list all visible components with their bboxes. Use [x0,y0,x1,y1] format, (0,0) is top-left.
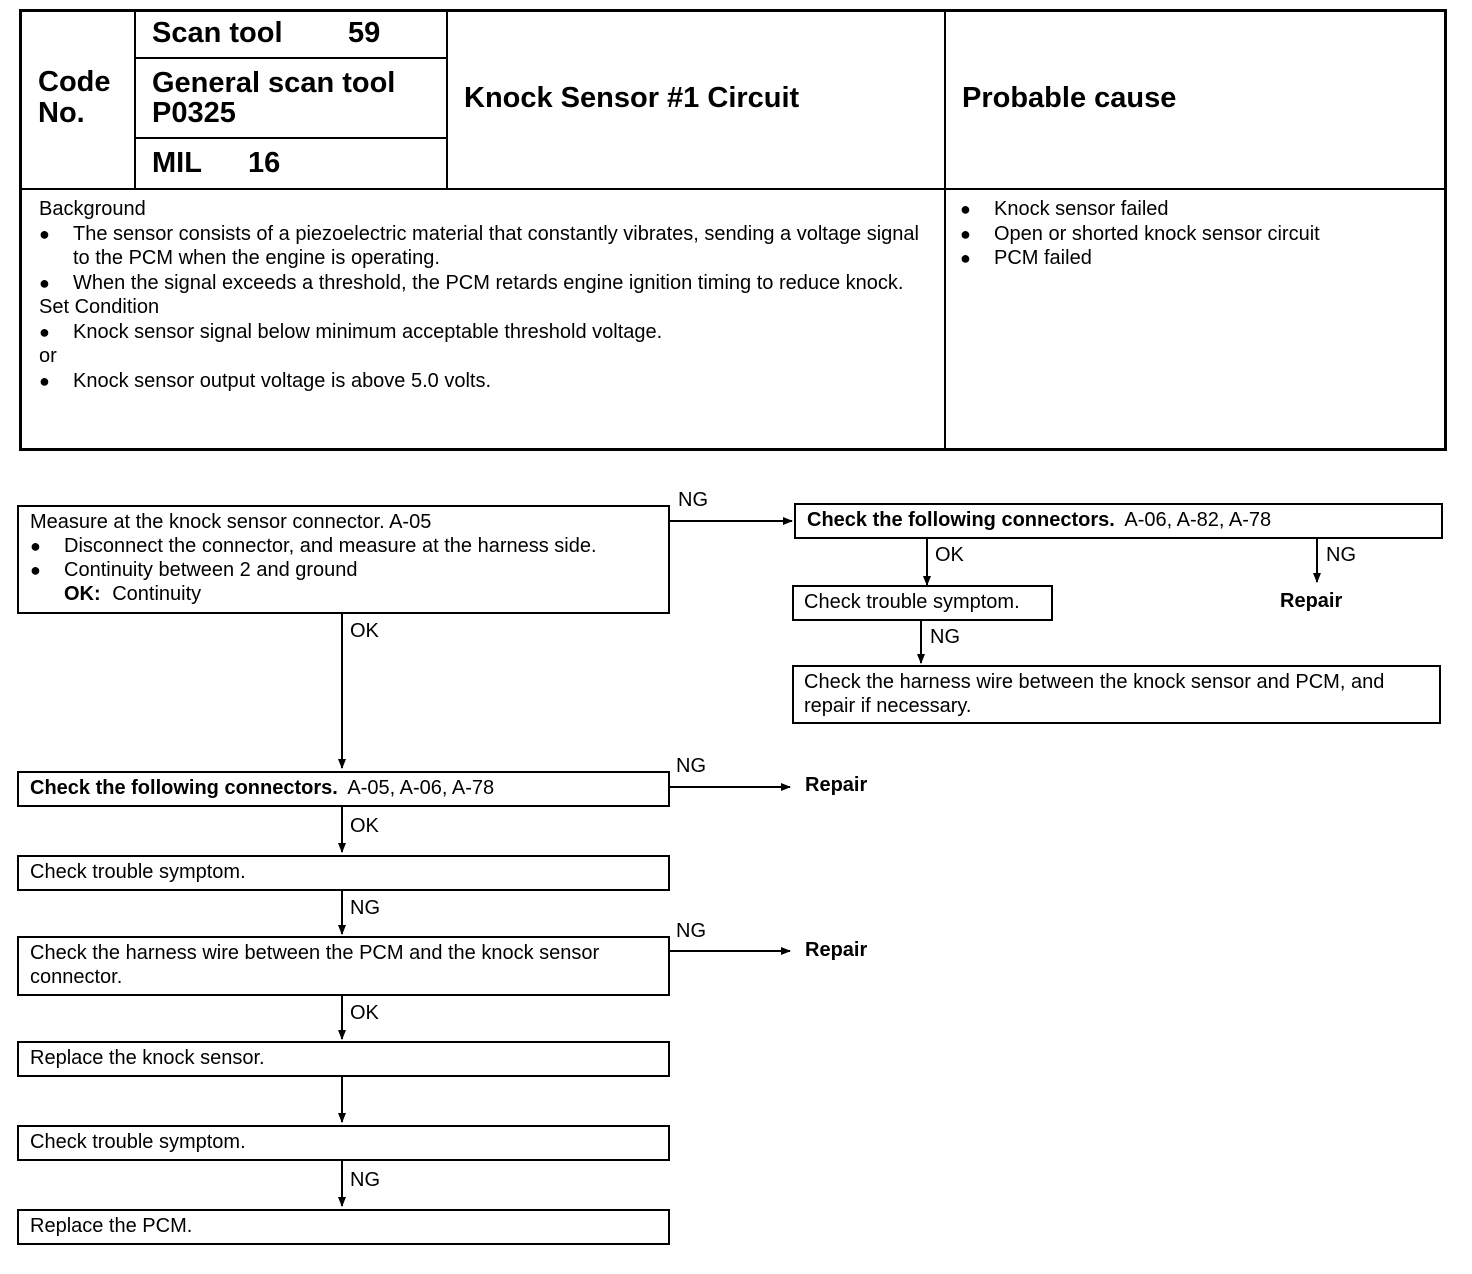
repair-label: Repair [1280,590,1343,612]
bullet-icon: ● [960,199,971,219]
scan-tool-label: Scan tool [152,17,283,49]
ng-label: NG [676,920,706,942]
ok-criterion-value: Continuity [112,583,202,605]
or-text: or [39,345,57,367]
set-condition-heading: Set Condition [39,296,160,318]
ng-label: NG [350,897,380,919]
step5-box: Replace the knock sensor. [17,1041,670,1077]
step2-box [17,771,670,807]
bullet-icon: ● [39,370,50,391]
step3-box: Check trouble symptom. [17,855,670,891]
bullet-icon: ● [30,560,41,580]
general-scan-tool-label: General scan tool [152,67,396,99]
bullet-icon: ● [960,248,971,268]
step2-connectors-bold: Check the following connectors. [30,777,338,799]
ng-label: NG [678,489,708,511]
ng-label: NG [930,626,960,648]
bullet-icon: ● [39,321,50,342]
scan-tool-value: 59 [348,17,381,49]
step6-box: Check trouble symptom. [17,1125,670,1161]
branch-connectors-list: A-06, A-82, A-78 [1124,509,1272,531]
general-scan-tool-value: P0325 [152,97,236,129]
bullet-icon: ● [960,223,971,244]
mil-label: MIL [152,147,202,179]
ng-label: NG [1326,544,1356,566]
step1-title: Measure at the knock sensor connector. A-05 [30,511,432,533]
step4-box: Check the harness wire between the PCM and the knock sensor connector. [17,936,670,996]
set-condition-item: ● Knock sensor output voltage is above 5.0 volts. [39,369,492,392]
step7-box: Replace the PCM. [17,1209,670,1245]
bullet-icon: ● [39,272,50,293]
step1-box [17,505,670,614]
branch-symptom-box: Check trouble symptom. [792,585,1053,621]
step1-bullet: ● Continuity between 2 and ground [30,559,358,581]
ok-label: OK [350,815,379,837]
repair-label: Repair [805,939,868,961]
background-heading: Background [39,198,146,220]
ok-label: OK [350,620,379,642]
background-item: ● When the signal exceeds a threshold, the PCM retards engine ignition timing to reduce knock. [39,271,904,294]
probable-cause-item: ● PCM failed [960,247,1092,269]
branch-connectors-bold: Check the following connectors. [807,509,1115,531]
step1-bullet: ● Disconnect the connector, and measure at the harness side. [30,535,597,557]
ng-label: NG [676,755,706,777]
background-item: ● The sensor consists of a piezoelectric material that constantly vibrates, sending a voltage signal to the PCM when the engine is operating. [39,222,919,269]
step1-ok-criterion [30,582,657,606]
probable-cause-heading: Probable cause [962,82,1177,114]
ok-criterion-label: OK: [64,583,101,605]
page-title: Knock Sensor #1 Circuit [464,82,800,114]
code-number-label: Code No. [38,66,111,129]
ng-label: NG [350,1169,380,1191]
ok-label: OK [935,544,964,566]
branch-connectors-box [794,503,1443,539]
ok-label: OK [350,1002,379,1024]
step2-connectors-list: A-05, A-06, A-78 [347,777,495,799]
probable-cause-item: ● Open or shorted knock sensor circuit [960,222,1320,245]
set-condition-item: ● Knock sensor signal below minimum acceptable threshold voltage. [39,320,663,343]
bullet-icon: ● [39,223,50,244]
bullet-icon: ● [30,536,41,556]
branch-harness-box: Check the harness wire between the knock sensor and PCM, and repair if necessary. [792,665,1441,724]
mil-value: 16 [248,147,281,179]
probable-cause-item: ● Knock sensor failed [960,198,1169,220]
repair-label: Repair [805,774,868,796]
